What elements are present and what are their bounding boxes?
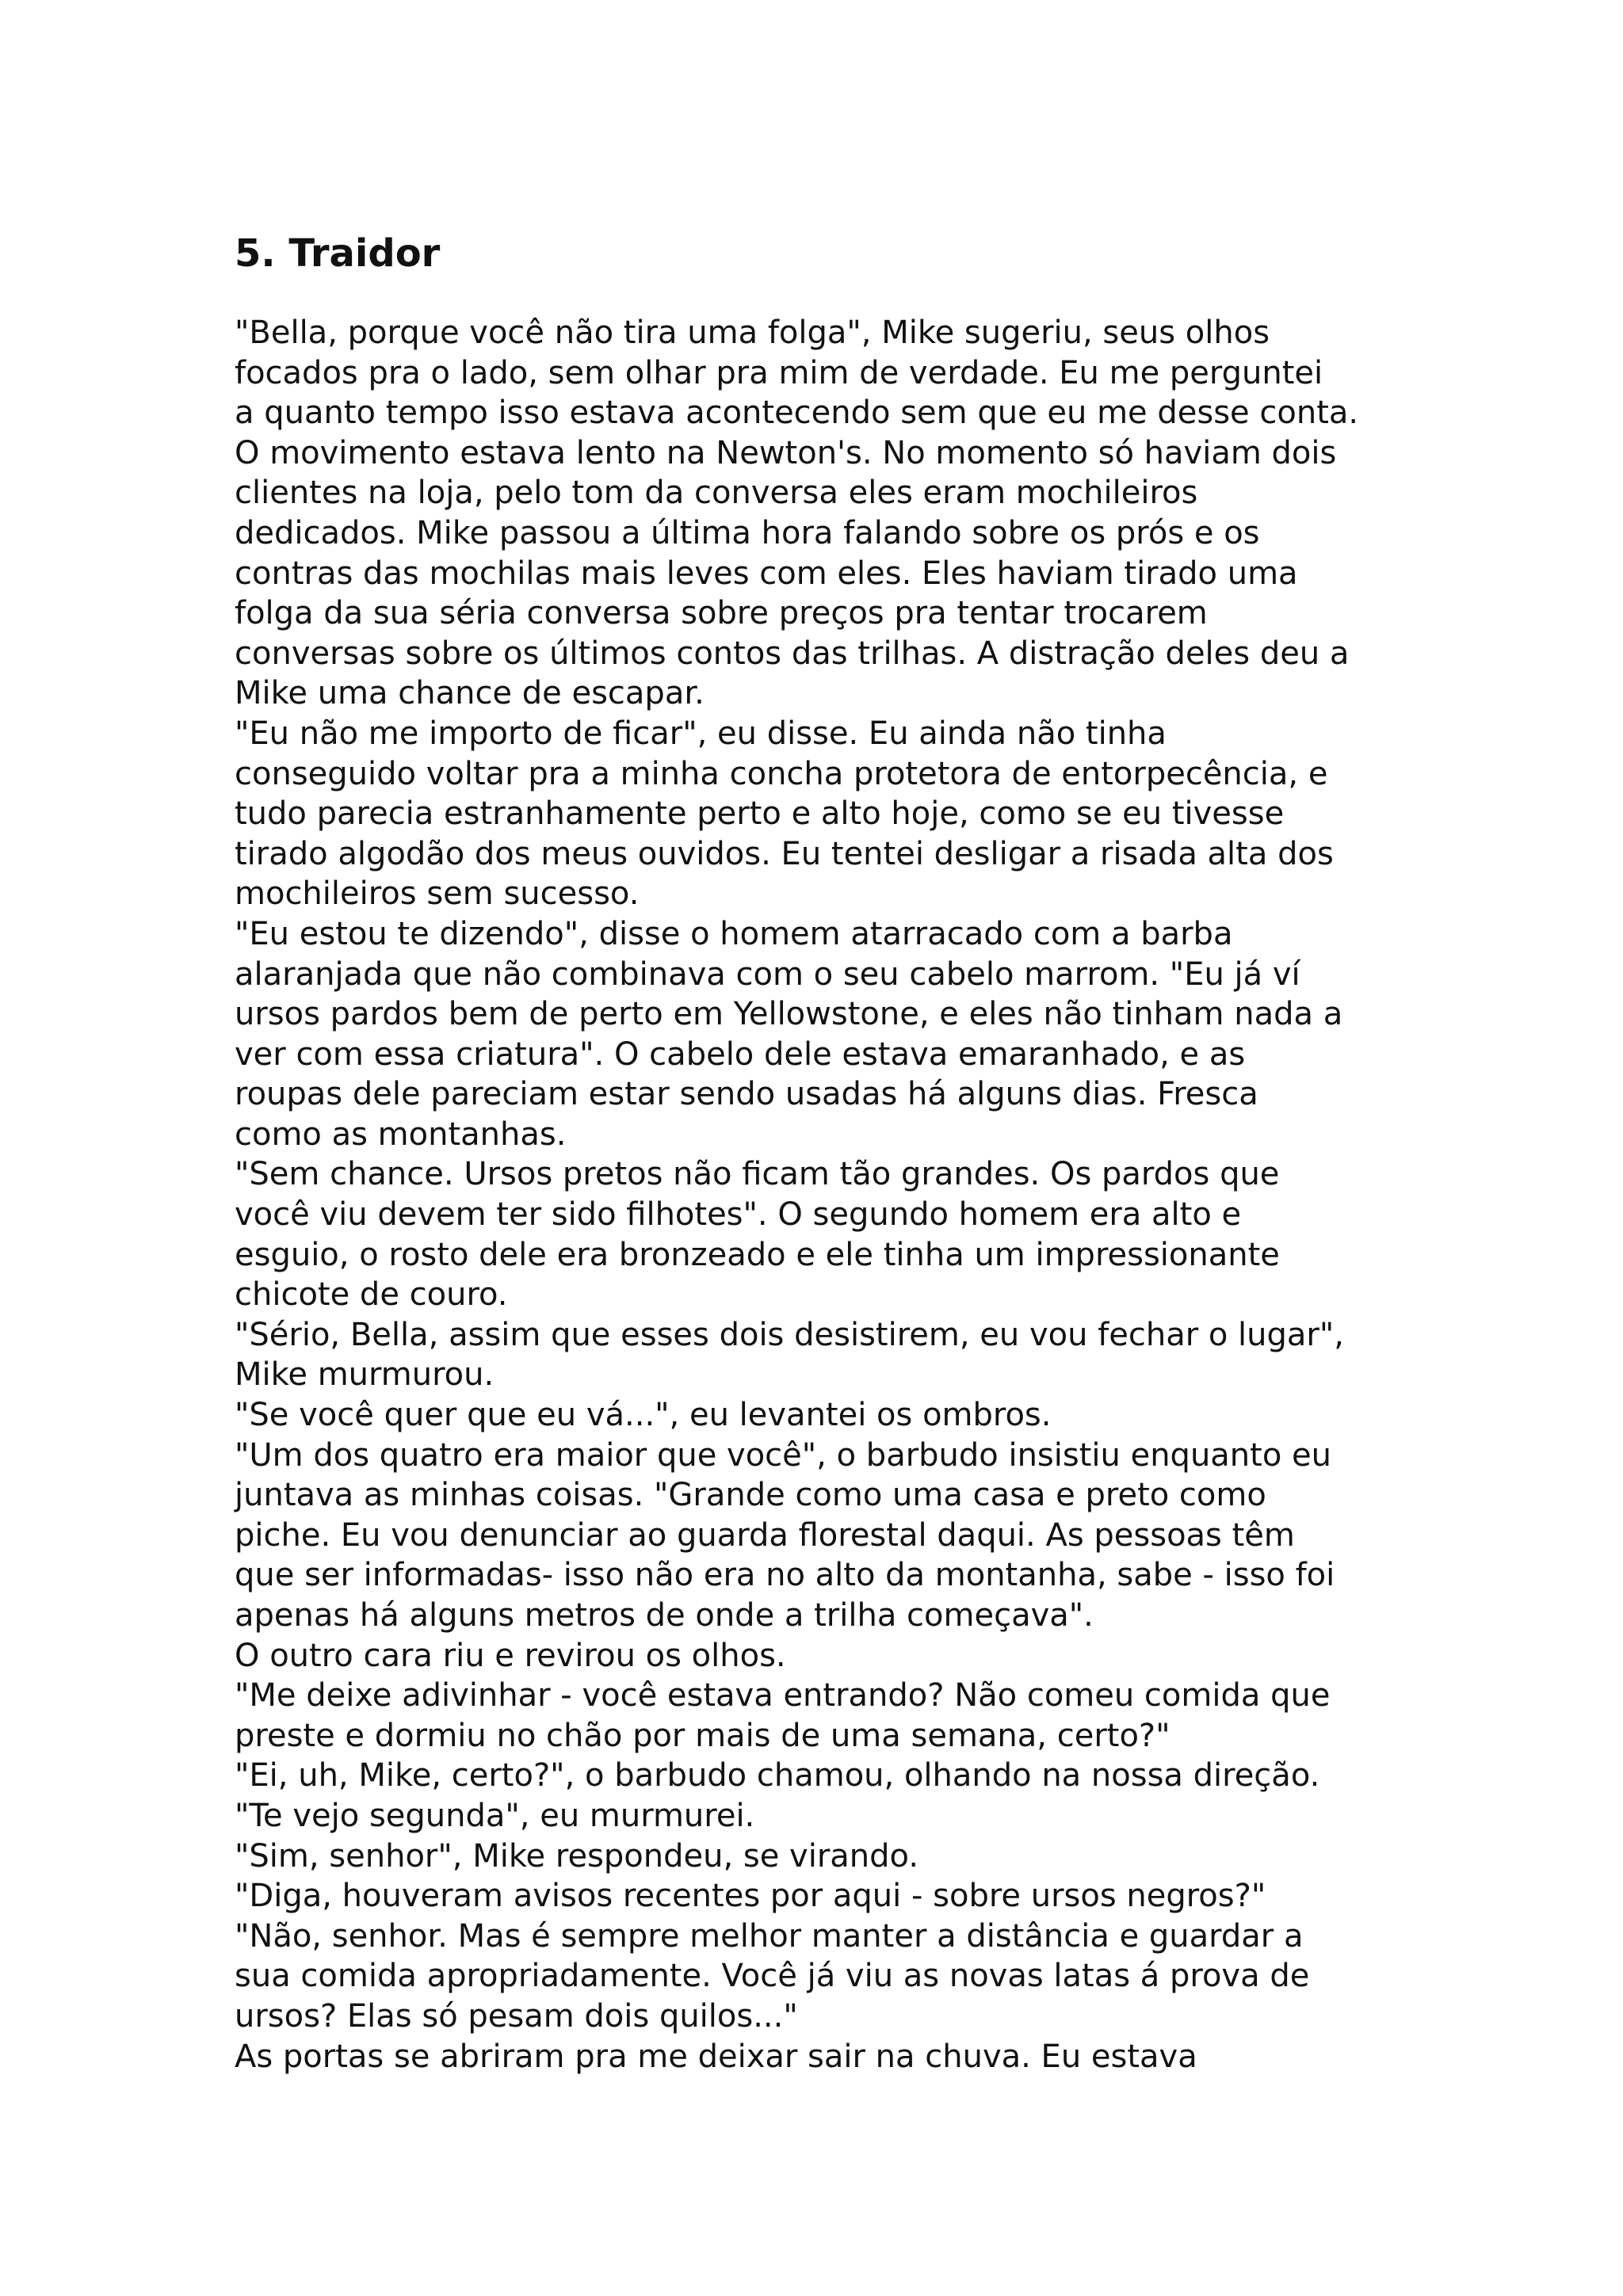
text-line: tirado algodão dos meus ouvidos. Eu tentei desligar a risada alta dos	[235, 835, 1334, 872]
text-line: apenas há alguns metros de onde a trilha começava".	[235, 1597, 1094, 1634]
text-line: "Eu não me importo de ficar", eu disse. Eu ainda não tinha	[235, 715, 1167, 752]
text-line: "Eu estou te dizendo", disse o homem atarracado com a barba	[235, 915, 1233, 952]
text-line: O movimento estava lento na Newton's. No momento só haviam dois	[235, 434, 1337, 471]
text-line: "Te vejo segunda", eu murmurei.	[235, 1797, 755, 1834]
text-line: roupas dele pareciam estar sendo usadas há alguns dias. Fresca	[235, 1076, 1258, 1113]
text-line: como as montanhas.	[235, 1116, 567, 1153]
text-line: esguio, o rosto dele era bronzeado e ele tinha um impressionante	[235, 1236, 1280, 1273]
text-line: contras das mochilas mais leves com eles. Eles haviam tirado uma	[235, 555, 1298, 592]
text-line: Mike murmurou.	[235, 1356, 495, 1394]
text-line: folga da sua séria conversa sobre preços pra tentar trocarem	[235, 595, 1208, 632]
text-line: preste e dormiu no chão por mais de uma semana, certo?"	[235, 1717, 1170, 1754]
text-line: conseguido voltar pra a minha concha protetora de entorpecência, e	[235, 755, 1328, 792]
text-line: focados pra o lado, sem olhar pra mim de verdade. Eu me perguntei	[235, 354, 1323, 391]
text-line: "Se você quer que eu vá...", eu levantei os ombros.	[235, 1397, 1052, 1434]
text-line: chicote de couro.	[235, 1276, 508, 1314]
text-line: clientes na loja, pelo tom da conversa eles eram mochileiros	[235, 475, 1198, 512]
text-line: que ser informadas- isso não era no alto da montanha, sabe - isso foi	[235, 1557, 1335, 1594]
text-line: "Me deixe adivinhar - você estava entrando? Não comeu comida que	[235, 1677, 1331, 1714]
text-line: conversas sobre os últimos contos das trilhas. A distração deles deu a	[235, 635, 1350, 672]
text-line: mochileiros sem sucesso.	[235, 875, 640, 913]
text-line: Mike uma chance de escapar.	[235, 675, 705, 712]
text-line: juntava as minhas coisas. "Grande como uma casa e preto como	[235, 1477, 1266, 1514]
text-line: "Sem chance. Ursos pretos não ficam tão grandes. Os pardos que	[235, 1156, 1280, 1193]
text-line: O outro cara riu e revirou os olhos.	[235, 1637, 786, 1674]
text-line: a quanto tempo isso estava acontecendo sem que eu me desse conta.	[235, 395, 1359, 432]
text-line: "Ei, uh, Mike, certo?", o barbudo chamou, olhando na nossa direção.	[235, 1757, 1320, 1794]
chapter-body-text	[235, 313, 1423, 2077]
text-line: "Bella, porque você não tira uma folga", Mike sugeriu, seus olhos	[235, 315, 1270, 351]
text-line: tudo parecia estranhamente perto e alto hoje, como se eu tivesse	[235, 795, 1285, 833]
text-line: "Diga, houveram avisos recentes por aqui - sobre ursos negros?"	[235, 1878, 1266, 1915]
chapter-title: 5. Traidor	[235, 231, 441, 276]
text-line: você viu devem ter sido filhotes". O segundo homem era alto e	[235, 1196, 1242, 1234]
text-line: As portas se abriram pra me deixar sair na chuva. Eu estava	[235, 2038, 1197, 2075]
text-line: "Um dos quatro era maior que você", o barbudo insistiu enquanto eu	[235, 1436, 1331, 1474]
text-line: "Sim, senhor", Mike respondeu, se virando.	[235, 1837, 919, 1875]
text-line: "Sério, Bella, assim que esses dois desistirem, eu vou fechar o lugar",	[235, 1316, 1344, 1353]
text-line: alaranjada que não combinava com o seu cabelo marrom. "Eu já ví	[235, 955, 1300, 993]
text-line: ver com essa criatura". O cabelo dele estava emaranhado, e as	[235, 1035, 1246, 1073]
text-line: sua comida apropriadamente. Você já viu as novas latas á prova de	[235, 1958, 1310, 1995]
text-line: dedicados. Mike passou a última hora falando sobre os prós e os	[235, 514, 1260, 551]
text-line: ursos pardos bem de perto em Yellowstone, e eles não tinham nada a	[235, 996, 1343, 1033]
text-line: ursos? Elas só pesam dois quilos..."	[235, 1997, 798, 2035]
text-line: "Não, senhor. Mas é sempre melhor manter a distância e guardar a	[235, 1917, 1304, 1955]
text-line: piche. Eu vou denunciar ao guarda florestal daqui. As pessoas têm	[235, 1516, 1295, 1554]
